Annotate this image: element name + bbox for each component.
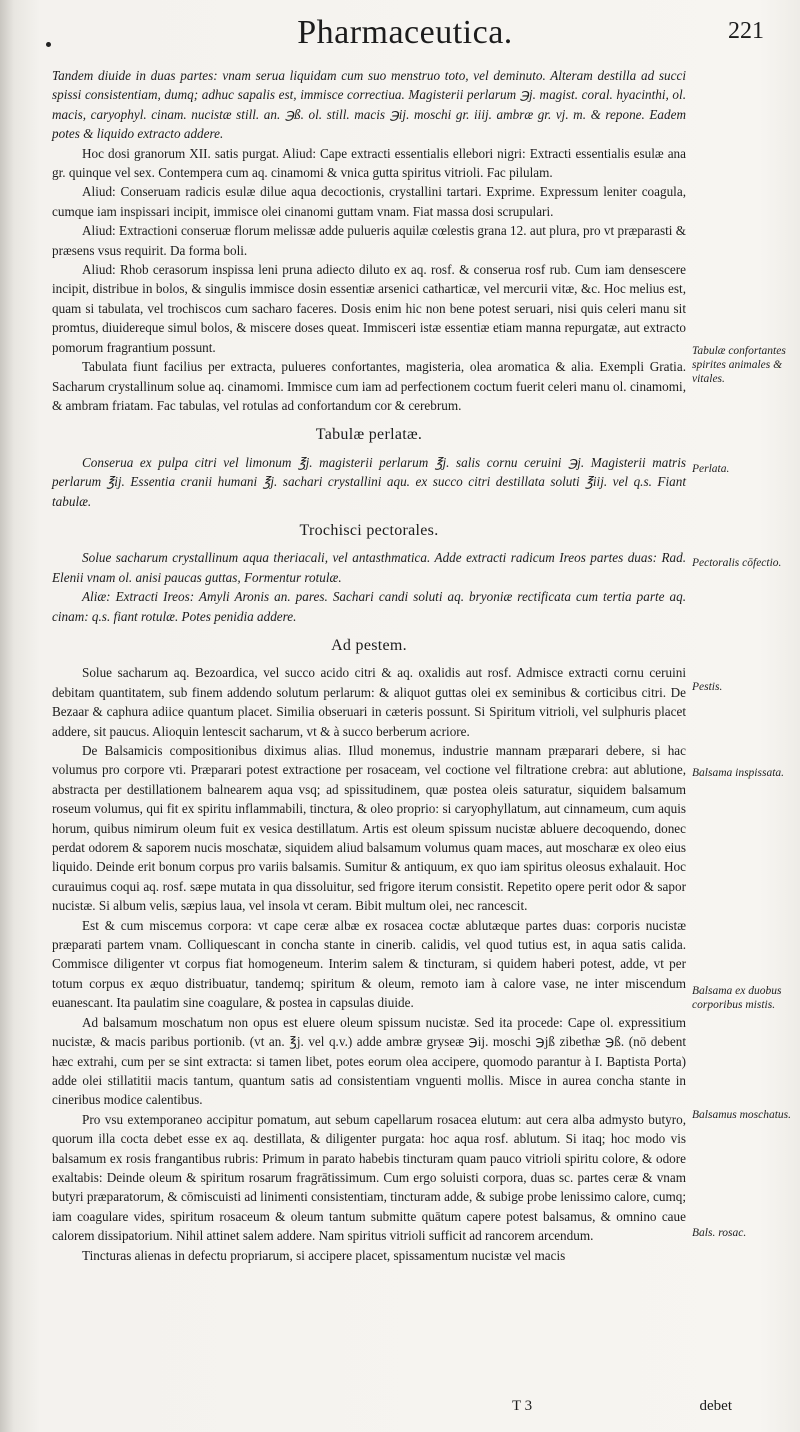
page-footer (52, 1398, 732, 1422)
section-heading: Tabulæ perlatæ. (315, 426, 423, 444)
margin-note: Tabulæ confortantes spirites animales & vitales. (692, 345, 786, 385)
margin-note: Perlata. (692, 463, 730, 475)
catchword: debet (699, 1398, 732, 1414)
section-heading: Trochisci pectorales. (299, 521, 439, 539)
margin-note: Bals. rosac. (692, 1227, 747, 1239)
page-number: 221 (728, 18, 764, 44)
text-paragraph: Tandem diuide in duas partes: vnam serua liquidam cum suo menstruo toto, vel deminuto. Alteram destilla ad succi spissi consistentiam, dumq; adhuc sapalis est, immisce correctiua. Magisterii perlarum ℈j. magist. coral. hyacinthi, ol. macis, caryophyl. cinam. nucistæ still. an. ℈ß. ol. still. macis ℈ij. moschi gr. iiij. ambræ gr. vj. m. & repone. Eadem potes & liquido extracto addere. (52, 68, 686, 142)
main-text-column (52, 66, 686, 1265)
text-paragraph: Tincturas alienas in defectu propriarum, si accipere placet, spissamentum nucistæ vel macis (82, 1247, 566, 1263)
page-title: Pharmaceutica. (297, 14, 513, 51)
margin-note: Pestis. (692, 681, 723, 693)
text-paragraph: Conserua ex pulpa citri vel limonum ℥j. magisterii perlarum ℥j. salis cornu ceruini ℈j. Magisterii matris perlarum ℥ij. Essentia cranii humani ℥j. sachari crystallini aqu. ex succo citri destillata soluti ℥iij. vel q.s. Fiant tabulæ. (52, 454, 686, 509)
section-heading: Ad pestem. (331, 636, 407, 654)
text-paragraph: Aliud: Conseruam radicis esulæ dilue aqua decoctionis, crystallini tartari. Exprime. Expressum leniter coagula, cumque iam inspissari incipit, immisce olei cinanomi guttam vnam. Fiat massa dosi scrupulari. (52, 184, 686, 219)
text-paragraph: Aliæ: Extracti Ireos: Amyli Aronis an. pares. Sachari candi soluti aq. bryoniæ rectificata cum tertia parte aq. cinam: q.s. fiant rotulæ. Potes penidia addere. (52, 589, 686, 624)
margin-note: Balsamus moschatus. (692, 1109, 792, 1121)
text-paragraph: Est & cum miscemus corpora: vt cape ceræ albæ ex rosacea coctæ ablutæque partes duas: corporis nucistæ præparati partem vnam. Colliquescant in concha stante in cinerib. calidis, vel quod tutius est, in aqua satis calida. Commisce diligenter vt corpus fiat homogeneum. Interim salem & tincturam, si quidem haberi potest, adde, vt per totum corpus ex æquo distribuatur, tandemq; spiritum & oleum, remoto iam à calore vase, ne inter miscendum euanescant. Ita paulatim sine coagulare, & postea in capsulas diuide. (52, 917, 686, 1011)
running-header (30, 8, 780, 58)
text-paragraph: Solue sacharum aq. Bezoardica, vel succo acido citri & aq. oxalidis aut rosf. Admisce extracti cornu ceruini debitam quantitatem, sub finem addendo solutum perlarum: & aliquot guttas olei ex seminibus & corticibus citri. De Bezaar & caphura adiice quantum placet. Similia obseruari in cæteris possunt. Si Spiritum vitrioli, vel sulphuris placet addere, sit paucus. Alioquin lentescit sacharum, vt & à succo berberum acriore. (52, 665, 686, 739)
margin-note: Balsama inspissata. (692, 767, 785, 779)
text-paragraph: De Balsamicis compositionibus diximus alias. Illud monemus, industrie mannam præparari debere, si hac volumus pro corpore vti. Præparari potest extractione per rosaceam, vel coctione vel filtratione crebra: aut ablutione, abstracta per destillationem balnearem aqua vsq; ad spissitudinem, quæ postea oleis saturatur, siquidem balsamum roseum volumus, qui fit ex spiritu inflammabili, tinctura, & oleo proprio: si caryophyllatum, aut cinnameum, cum aquis horum, quibus nimirum oleum fuit ex vesica destillatum. Artis est oleum spissum nucistæ abluere decoquendo, donec perdat odorem & saporem nucis moschatæ, siquidem aliud balsamum volumus quam maces, aut moscharæ ex oleo eius liquido. Deinde erit bonum corpus pro variis balsamis. Sumitur & antiquum, ex quo iam spiritus oleosus exhalauit. Hoc curauimus coqui aq. rosf. sæpe mutata in qua dissoluitur, sed frigore iterum consistit. Repetito opere perit odor & sapor nucistæ. Si album velis, sæpius laua, vel insola vt ceram. Bibit multum olei, nec rancescit. (52, 743, 686, 914)
signature-mark: T 3 (512, 1398, 533, 1414)
text-paragraph: Solue sacharum crystallinum aqua theriacali, vel antasthmatica. Adde extracti radicum Ireos partes duas: Rad. Elenii vnam ol. anisi paucas guttas, Formentur rotulæ. (52, 550, 686, 585)
text-paragraph: Aliud: Rhob cerasorum inspissa leni pruna adiecto diluto ex aq. rosf. & conserua rosf rub. Cum iam densescere incipit, distribue in bolos, & singulis immisce dosin essentiæ arsenici catharticæ, vel mercurii vitæ, &c. Hoc melius est, quam si tabulata, vel trochiscos cum sacharo faceres. Dosis enim hic non bene potest seruari, nisi quis celeri manu sit promtus, diuidereque simul bolos, & miscere doses queat. Immisceri istæ essentiæ etiam manna repurgatæ, aut extracto pomorum fragrantium possunt. (52, 262, 686, 355)
text-paragraph: Ad balsamum moschatum non opus est eluere oleum spissum nucistæ. Sed ita procede: Cape ol. expressitium nucistæ, & macis paribus portionib. (vt an. ℥j. vel q.v.) adde ambræ gryseæ ℈ij. moschi ℈jß zibethæ ℈ß. (nō debent hæc extrahi, cum per se sint extracta: si tamen libet, potes eorum olea accipere, quomodo parantur à I. Baptista Porta) adde olei stillatitii macis tantum, quantum satis ad consistentiam vnguenti mollis. Misce in aurea concha stante in cineribus modice calentibus. (52, 1014, 686, 1108)
text-paragraph: Pro vsu extemporaneo accipitur pomatum, aut sebum capellarum rosacea elutum: aut cera alba admysto butyro, quorum illa cocta debet esse ex aq. destillata, & diligenter purgata: hoc aqua rosf. ablutum. Si itaq; hoc modo vis balsamum ex rosis frangantibus rubris: Primum in parato habebis tincturam quam pauco vitrioli spiritu colore, & odore exaltabis: Deinde oleum & spiritum rosarum fragrātissimum. Cum ergo soluisti corpora, duas sc. partes ceræ & vnam butyri præparatorum, & cōmiscuisti ad linimenti consistentiam, tincturam adde, & subige probe lenissimo calore, cumq; iam coagulare vides, spiritum rosaceum & oleum tantum submitte quātum capere potest balsamus, & omnino caue calorem dissipatorium. Nihil attinet salem addere. Nam spiritus vitrioli sufficit ad rancorem arcendum. (52, 1111, 686, 1244)
text-paragraph: Aliud: Extractioni conseruæ florum melissæ adde pulueris aquilæ cœlestis grana 12. aut plura, pro vt præparasti & præsens vsus requirit. Da forma boli. (52, 223, 686, 258)
text-paragraph: Hoc dosi granorum XII. satis purgat. Aliud: Cape extracti essentialis ellebori nigri: Extracti essentialis esulæ ana gr. quinque vel sex. Contempera cum aq. cinamomi & vnica gutta spiritus vitrioli. Fac pilulam. (52, 145, 686, 181)
margin-note: Balsama ex duobus corporibus mistis. (692, 985, 782, 1011)
text-paragraph: Tabulata fiunt facilius per extracta, pulueres confortantes, magisteria, olea aromatica & alia. Exempli Gratia. Sacharum crystallinum solue aq. cinamomi. Immisce cum iam ad perfectionem coctum fuerit celeri manu ol. cinamomi, & ambram friatam. Fac tabulas, vel rotulas ad confortandum cor & cerebrum. (52, 359, 686, 413)
margin-note: Pectoralis cōfectio. (692, 557, 782, 569)
